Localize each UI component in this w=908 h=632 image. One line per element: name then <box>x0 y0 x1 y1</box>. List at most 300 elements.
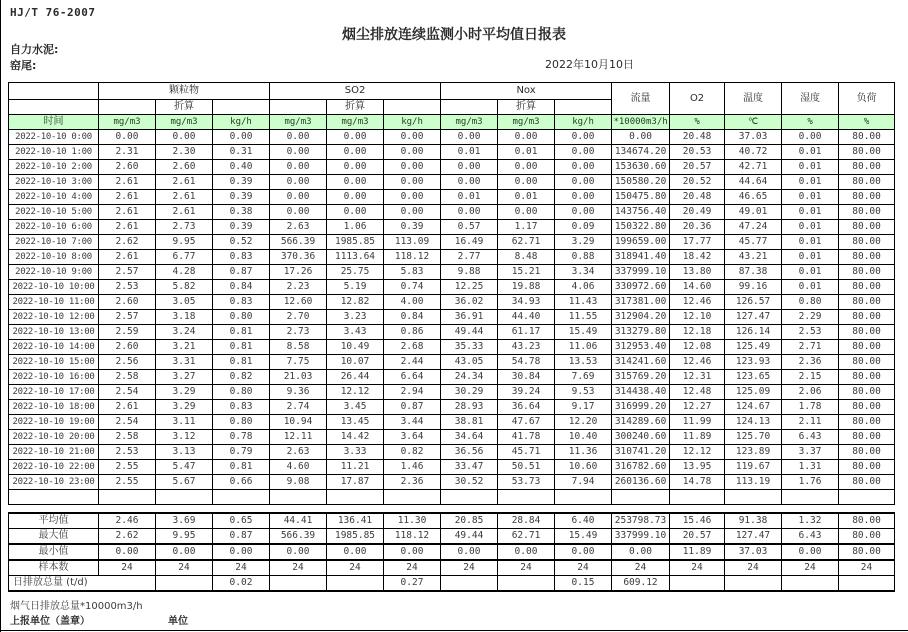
value-cell: 3.21 <box>156 340 213 355</box>
value-cell: 0.80 <box>213 415 270 430</box>
row-time: 2022-10-10 3:00 <box>9 175 99 190</box>
summary-value-cell: 80.00 <box>839 529 895 545</box>
value-cell: 44.40 <box>498 310 555 325</box>
value-cell: 20.49 <box>670 205 725 220</box>
summary-value-cell: 0.00 <box>441 544 498 560</box>
value-cell: 0.57 <box>441 220 498 235</box>
value-cell: 314438.40 <box>612 385 670 400</box>
table-row <box>9 475 895 490</box>
summary-value-cell: 0.00 <box>327 544 384 560</box>
value-cell: 9.88 <box>441 265 498 280</box>
table-row <box>9 355 895 370</box>
value-cell: 12.27 <box>670 400 725 415</box>
value-cell: 113.09 <box>384 235 441 250</box>
value-cell: 20.57 <box>670 160 725 175</box>
col-header-flow: 流量 <box>612 83 670 115</box>
value-cell: 2.23 <box>270 280 327 295</box>
corner-cell <box>9 83 99 100</box>
value-cell: 0.39 <box>213 190 270 205</box>
value-cell: 10.60 <box>555 460 612 475</box>
value-cell: 3.64 <box>384 430 441 445</box>
value-cell: 0.81 <box>213 340 270 355</box>
value-cell: 153630.60 <box>612 160 670 175</box>
value-cell: 15.49 <box>555 325 612 340</box>
value-cell: 11.55 <box>555 310 612 325</box>
table-row <box>9 400 895 415</box>
table-row <box>9 160 895 175</box>
value-cell: 2.60 <box>99 295 156 310</box>
value-cell: 14.60 <box>670 280 725 295</box>
value-cell: 80.00 <box>839 250 895 265</box>
value-cell: 26.44 <box>327 370 384 385</box>
blank-cell <box>555 100 612 115</box>
value-cell: 0.00 <box>384 175 441 190</box>
summary-value-cell: 11.89 <box>670 544 725 560</box>
value-cell: 34.93 <box>498 295 555 310</box>
summary-value-cell: 3.69 <box>156 513 213 529</box>
value-cell: 12.10 <box>670 310 725 325</box>
value-cell: 124.67 <box>725 400 782 415</box>
summary-value-cell: 0.00 <box>498 544 555 560</box>
value-cell: 3.18 <box>156 310 213 325</box>
row-time: 2022-10-10 8:00 <box>9 250 99 265</box>
value-cell: 80.00 <box>839 415 895 430</box>
company-name: 自力水泥: <box>10 43 59 56</box>
unit-cell: mg/m3 <box>441 115 498 130</box>
value-cell: 12.11 <box>270 430 327 445</box>
value-cell: 316782.60 <box>612 460 670 475</box>
blank-cell <box>99 490 156 505</box>
value-cell: 47.24 <box>725 220 782 235</box>
doc-number: HJ/T 76-2007 <box>10 6 96 19</box>
value-cell: 0.01 <box>498 190 555 205</box>
value-cell: 11.99 <box>670 415 725 430</box>
value-cell: 337999.10 <box>612 265 670 280</box>
summary-value-cell: 566.39 <box>270 529 327 545</box>
blank-cell <box>384 490 441 505</box>
row-time: 2022-10-10 17:00 <box>9 385 99 400</box>
value-cell: 0.00 <box>782 130 839 145</box>
value-cell: 11.43 <box>555 295 612 310</box>
value-cell: 14.78 <box>670 475 725 490</box>
value-cell: 61.17 <box>498 325 555 340</box>
value-cell: 2.55 <box>99 475 156 490</box>
value-cell: 1.78 <box>782 400 839 415</box>
value-cell: 2.71 <box>782 340 839 355</box>
value-cell: 2.73 <box>270 325 327 340</box>
value-cell: 17.26 <box>270 265 327 280</box>
value-cell: 0.84 <box>213 280 270 295</box>
value-cell: 10.40 <box>555 430 612 445</box>
summary-table <box>8 512 895 592</box>
value-cell: 3.29 <box>555 235 612 250</box>
value-cell: 123.65 <box>725 370 782 385</box>
value-cell: 10.49 <box>327 340 384 355</box>
summary-label: 平均值 <box>9 513 99 529</box>
value-cell: 0.01 <box>782 190 839 205</box>
value-cell: 0.00 <box>270 190 327 205</box>
value-cell: 6.64 <box>384 370 441 385</box>
value-cell: 25.75 <box>327 265 384 280</box>
value-cell: 0.86 <box>384 325 441 340</box>
summary-value-cell: 127.47 <box>725 529 782 545</box>
value-cell: 150322.80 <box>612 220 670 235</box>
value-cell: 2.58 <box>99 370 156 385</box>
value-cell: 80.00 <box>839 160 895 175</box>
value-cell: 1.06 <box>327 220 384 235</box>
row-time: 2022-10-10 21:00 <box>9 445 99 460</box>
value-cell: 80.00 <box>839 145 895 160</box>
daily-total-cell <box>156 576 213 592</box>
value-cell: 2.53 <box>782 325 839 340</box>
page-title: 烟尘排放连续监测小时平均值日报表 <box>342 27 566 43</box>
value-cell: 0.01 <box>441 190 498 205</box>
summary-value-cell: 24 <box>156 560 213 576</box>
value-cell: 3.37 <box>782 445 839 460</box>
value-cell: 3.11 <box>156 415 213 430</box>
value-cell: 0.82 <box>213 370 270 385</box>
value-cell: 1.76 <box>782 475 839 490</box>
daily-total-cell <box>839 576 895 592</box>
summary-value-cell: 49.44 <box>441 529 498 545</box>
value-cell: 10.07 <box>327 355 384 370</box>
value-cell: 2.57 <box>99 265 156 280</box>
value-cell: 6.77 <box>156 250 213 265</box>
unit-cell: ℃ <box>725 115 782 130</box>
value-cell: 4.60 <box>270 460 327 475</box>
value-cell: 2.53 <box>99 280 156 295</box>
daily-total-cell: 0.15 <box>555 576 612 592</box>
value-cell: 46.65 <box>725 190 782 205</box>
value-cell: 47.67 <box>498 415 555 430</box>
summary-value-cell: 118.12 <box>384 529 441 545</box>
summary-value-cell: 24 <box>555 560 612 576</box>
value-cell: 2.31 <box>99 145 156 160</box>
summary-value-cell: 24 <box>327 560 384 576</box>
value-cell: 2.56 <box>99 355 156 370</box>
value-cell: 3.29 <box>156 400 213 415</box>
value-cell: 143756.40 <box>612 205 670 220</box>
value-cell: 9.17 <box>555 400 612 415</box>
value-cell: 3.34 <box>555 265 612 280</box>
unit-cell: mg/m3 <box>270 115 327 130</box>
daily-total-cell <box>498 576 555 592</box>
value-cell: 0.83 <box>213 295 270 310</box>
summary-value-cell: 15.46 <box>670 513 725 529</box>
value-cell: 80.00 <box>839 430 895 445</box>
value-cell: 0.00 <box>612 130 670 145</box>
value-cell: 80.00 <box>839 460 895 475</box>
value-cell: 0.00 <box>384 190 441 205</box>
summary-value-cell: 11.30 <box>384 513 441 529</box>
value-cell: 2.63 <box>270 445 327 460</box>
value-cell: 0.80 <box>213 310 270 325</box>
value-cell: 312904.20 <box>612 310 670 325</box>
value-cell: 0.01 <box>782 145 839 160</box>
value-cell: 39.24 <box>498 385 555 400</box>
value-cell: 0.00 <box>555 175 612 190</box>
value-cell: 9.95 <box>156 235 213 250</box>
value-cell: 125.70 <box>725 430 782 445</box>
value-cell: 3.43 <box>327 325 384 340</box>
value-cell: 1.46 <box>384 460 441 475</box>
value-cell: 0.00 <box>270 205 327 220</box>
value-cell: 150475.80 <box>612 190 670 205</box>
value-cell: 80.00 <box>839 280 895 295</box>
group-header-nox: Nox <box>441 83 612 100</box>
value-cell: 12.31 <box>670 370 725 385</box>
blank-cell <box>213 100 270 115</box>
row-time: 2022-10-10 22:00 <box>9 460 99 475</box>
value-cell: 36.56 <box>441 445 498 460</box>
value-cell: 11.89 <box>670 430 725 445</box>
row-time: 2022-10-10 11:00 <box>9 295 99 310</box>
value-cell: 123.89 <box>725 445 782 460</box>
value-cell: 0.39 <box>384 220 441 235</box>
value-cell: 315769.20 <box>612 370 670 385</box>
value-cell: 8.48 <box>498 250 555 265</box>
summary-label: 最大值 <box>9 529 99 545</box>
value-cell: 0.81 <box>213 325 270 340</box>
value-cell: 2.61 <box>99 220 156 235</box>
value-cell: 2.30 <box>156 145 213 160</box>
summary-value-cell: 6.40 <box>555 513 612 529</box>
summary-value-cell: 24 <box>612 560 670 576</box>
value-cell: 6.43 <box>782 430 839 445</box>
value-cell: 35.33 <box>441 340 498 355</box>
value-cell: 126.14 <box>725 325 782 340</box>
value-cell: 49.01 <box>725 205 782 220</box>
value-cell: 80.00 <box>839 400 895 415</box>
value-cell: 80.00 <box>839 475 895 490</box>
row-time: 2022-10-10 12:00 <box>9 310 99 325</box>
table-row <box>9 250 895 265</box>
value-cell: 3.44 <box>384 415 441 430</box>
value-cell: 2.59 <box>99 325 156 340</box>
summary-value-cell: 0.00 <box>156 544 213 560</box>
col-header-o2: O2 <box>670 83 725 115</box>
value-cell: 0.00 <box>270 130 327 145</box>
value-cell: 0.00 <box>270 145 327 160</box>
value-cell: 2.73 <box>156 220 213 235</box>
table-row <box>9 340 895 355</box>
summary-value-cell: 0.00 <box>612 544 670 560</box>
value-cell: 12.25 <box>441 280 498 295</box>
blank-cell <box>498 490 555 505</box>
value-cell: 13.45 <box>327 415 384 430</box>
value-cell: 0.66 <box>213 475 270 490</box>
table-row <box>9 205 895 220</box>
value-cell: 13.53 <box>555 355 612 370</box>
value-cell: 14.42 <box>327 430 384 445</box>
table-row <box>9 445 895 460</box>
table-row <box>9 490 895 505</box>
value-cell: 80.00 <box>839 325 895 340</box>
summary-value-cell: 9.95 <box>156 529 213 545</box>
summary-value-cell: 136.41 <box>327 513 384 529</box>
value-cell: 2.61 <box>156 175 213 190</box>
value-cell: 0.31 <box>213 145 270 160</box>
value-cell: 41.78 <box>498 430 555 445</box>
table-row <box>9 560 895 576</box>
value-cell: 0.84 <box>384 310 441 325</box>
value-cell: 80.00 <box>839 265 895 280</box>
value-cell: 0.00 <box>498 205 555 220</box>
group-header-pm: 颗粒物 <box>99 83 270 100</box>
value-cell: 124.13 <box>725 415 782 430</box>
value-cell: 0.00 <box>156 130 213 145</box>
blank-cell <box>384 100 441 115</box>
value-cell: 318941.40 <box>612 250 670 265</box>
row-time: 2022-10-10 15:00 <box>9 355 99 370</box>
subheader-so2-converted: 折算 <box>327 100 384 115</box>
daily-total-cell: 609.12 <box>612 576 670 592</box>
row-time: 2022-10-10 9:00 <box>9 265 99 280</box>
value-cell: 2.15 <box>782 370 839 385</box>
row-time: 2022-10-10 5:00 <box>9 205 99 220</box>
value-cell: 9.08 <box>270 475 327 490</box>
value-cell: 0.01 <box>782 250 839 265</box>
table-row <box>9 175 895 190</box>
value-cell: 12.20 <box>555 415 612 430</box>
value-cell: 2.60 <box>99 340 156 355</box>
subheader-pm-converted: 折算 <box>156 100 213 115</box>
blank-cell <box>612 490 670 505</box>
table-row <box>9 385 895 400</box>
table-row <box>9 130 895 145</box>
value-cell: 0.87 <box>384 400 441 415</box>
value-cell: 2.60 <box>156 160 213 175</box>
value-cell: 80.00 <box>839 385 895 400</box>
value-cell: 0.01 <box>782 265 839 280</box>
summary-value-cell: 0.00 <box>782 544 839 560</box>
value-cell: 260136.60 <box>612 475 670 490</box>
value-cell: 80.00 <box>839 220 895 235</box>
blank-cell <box>270 490 327 505</box>
daily-total-cell <box>441 576 498 592</box>
value-cell: 7.94 <box>555 475 612 490</box>
summary-value-cell: 0.87 <box>213 529 270 545</box>
value-cell: 1113.64 <box>327 250 384 265</box>
value-cell: 0.80 <box>213 385 270 400</box>
value-cell: 0.39 <box>213 220 270 235</box>
value-cell: 0.01 <box>441 145 498 160</box>
value-cell: 0.00 <box>327 145 384 160</box>
unit-cell: kg/h <box>555 115 612 130</box>
daily-total-cell: 0.27 <box>384 576 441 592</box>
table-row <box>9 325 895 340</box>
value-cell: 12.48 <box>670 385 725 400</box>
value-cell: 310741.20 <box>612 445 670 460</box>
row-time: 2022-10-10 13:00 <box>9 325 99 340</box>
station-name: 窑尾: <box>10 59 37 72</box>
blank-cell <box>782 490 839 505</box>
row-time: 2022-10-10 14:00 <box>9 340 99 355</box>
summary-value-cell: 1.32 <box>782 513 839 529</box>
value-cell: 0.39 <box>213 175 270 190</box>
value-cell: 0.38 <box>213 205 270 220</box>
table-row <box>9 529 895 545</box>
value-cell: 0.79 <box>213 445 270 460</box>
value-cell: 80.00 <box>839 340 895 355</box>
value-cell: 0.00 <box>384 160 441 175</box>
daily-total-cell <box>782 576 839 592</box>
summary-value-cell: 80.00 <box>839 513 895 529</box>
value-cell: 3.23 <box>327 310 384 325</box>
blank-cell <box>9 490 99 505</box>
row-time: 2022-10-10 16:00 <box>9 370 99 385</box>
value-cell: 0.01 <box>782 175 839 190</box>
value-cell: 3.27 <box>156 370 213 385</box>
table-row <box>9 295 895 310</box>
value-cell: 12.08 <box>670 340 725 355</box>
value-cell: 2.68 <box>384 340 441 355</box>
value-cell: 0.00 <box>498 130 555 145</box>
table-row <box>9 544 895 560</box>
table-row <box>9 310 895 325</box>
value-cell: 4.28 <box>156 265 213 280</box>
value-cell: 370.36 <box>270 250 327 265</box>
value-cell: 20.36 <box>670 220 725 235</box>
value-cell: 150580.20 <box>612 175 670 190</box>
value-cell: 2.36 <box>782 355 839 370</box>
summary-value-cell: 0.00 <box>270 544 327 560</box>
value-cell: 37.03 <box>725 130 782 145</box>
value-cell: 15.21 <box>498 265 555 280</box>
unit-cell: kg/h <box>384 115 441 130</box>
col-header-load: 负荷 <box>839 83 895 115</box>
blank-cell <box>213 490 270 505</box>
value-cell: 18.42 <box>670 250 725 265</box>
value-cell: 134674.20 <box>612 145 670 160</box>
value-cell: 2.36 <box>384 475 441 490</box>
value-cell: 34.64 <box>441 430 498 445</box>
daily-total-cell <box>670 576 725 592</box>
value-cell: 314289.60 <box>612 415 670 430</box>
unit-cell: mg/m3 <box>99 115 156 130</box>
value-cell: 80.00 <box>839 370 895 385</box>
value-cell: 2.94 <box>384 385 441 400</box>
value-cell: 0.00 <box>498 175 555 190</box>
value-cell: 0.01 <box>782 280 839 295</box>
unit-cell: % <box>782 115 839 130</box>
value-cell: 3.45 <box>327 400 384 415</box>
value-cell: 2.53 <box>99 445 156 460</box>
value-cell: 0.00 <box>327 130 384 145</box>
col-header-temp: 温度 <box>725 83 782 115</box>
value-cell: 36.64 <box>498 400 555 415</box>
value-cell: 11.36 <box>555 445 612 460</box>
value-cell: 13.80 <box>670 265 725 280</box>
value-cell: 0.81 <box>213 460 270 475</box>
summary-value-cell: 2.62 <box>99 529 156 545</box>
value-cell: 0.00 <box>555 145 612 160</box>
value-cell: 2.61 <box>99 205 156 220</box>
value-cell: 21.03 <box>270 370 327 385</box>
value-cell: 11.06 <box>555 340 612 355</box>
row-time: 2022-10-10 23:00 <box>9 475 99 490</box>
value-cell: 3.33 <box>327 445 384 460</box>
value-cell: 43.23 <box>498 340 555 355</box>
value-cell: 40.72 <box>725 145 782 160</box>
summary-value-cell: 253798.73 <box>612 513 670 529</box>
value-cell: 12.82 <box>327 295 384 310</box>
value-cell: 316999.20 <box>612 400 670 415</box>
row-time: 2022-10-10 18:00 <box>9 400 99 415</box>
value-cell: 87.38 <box>725 265 782 280</box>
value-cell: 2.61 <box>99 400 156 415</box>
value-cell: 80.00 <box>839 130 895 145</box>
